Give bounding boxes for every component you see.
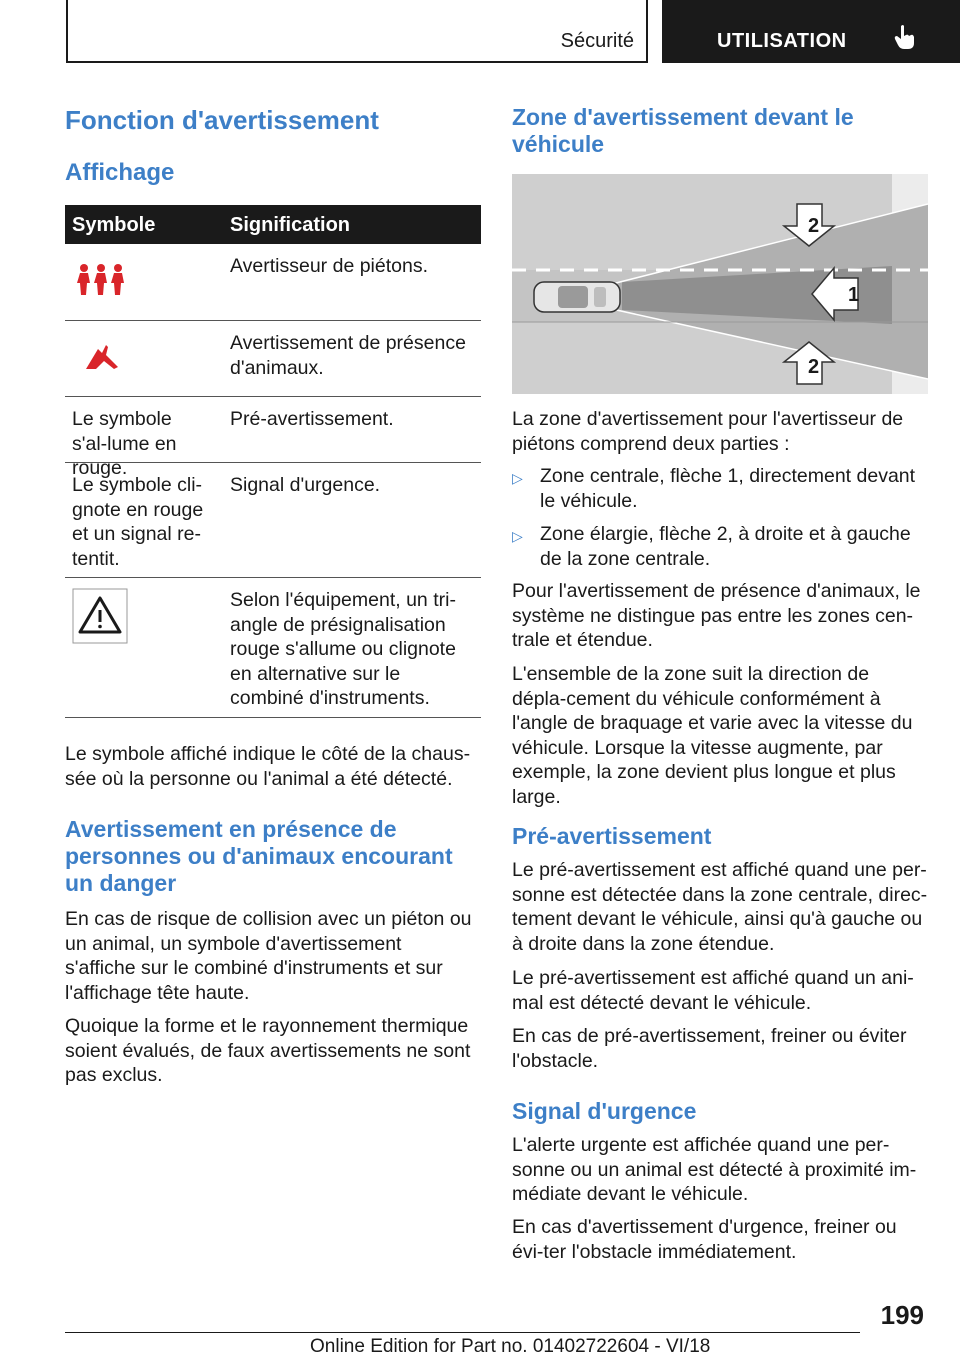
table-row (65, 463, 481, 578)
page-title: Fonction d'avertissement (65, 105, 379, 135)
table-cell-meaning: Avertissement de présence d'animaux. (230, 332, 466, 379)
paragraph: En cas de pré-avertissement, freiner ou éviter l'obstacle. (512, 1025, 907, 1072)
section-heading-display: Affichage (65, 159, 175, 186)
hand-pointer-icon (894, 24, 916, 50)
table-cell-symbol: Le symbole s'al-lume en rouge. (72, 408, 177, 479)
paragraph: La zone d'avertissement pour l'avertisseur de piétons comprend deux parties : (512, 408, 904, 455)
header-meaning: Signification (230, 214, 350, 236)
illus-label-1: 1 (848, 284, 860, 306)
symbol-table (65, 205, 481, 718)
paragraph: L'alerte urgente est affichée quand une per-sonne ou un animal est détecté à proximité im-médiate devant le véhicule. (512, 1134, 917, 1205)
illus-label-2-top: 2 (808, 215, 820, 237)
chapter-tab-label: UTILISATION (717, 30, 847, 52)
bullet-triangle-icon: ▷ (512, 470, 523, 486)
paragraph: Quoique la forme et le rayonnement thermique soient évalués, de faux avertissements ne sont pas exclus. (65, 1015, 471, 1086)
paragraph: L'ensemble de la zone suit la direction de dépla-cement du véhicule conformément à l'angle de braquage et varie avec la vitesse du véhicule. Lorsque la vitesse augmente, par exemple, la zone devient plus longue et plus large. (512, 663, 913, 808)
section-tab (66, 0, 648, 63)
table-row (65, 321, 481, 397)
table-row (65, 244, 481, 321)
list-item-text: Zone centrale, flèche 1, directement devant le véhicule. (540, 465, 916, 512)
list-item (512, 522, 932, 572)
warning-triangle-icon (72, 588, 212, 651)
footer-edition: Online Edition for Part no. 01402722604 - VI/18 (310, 1336, 711, 1357)
car-icon (534, 282, 620, 312)
table-cell-meaning: Avertisseur de piétons. (230, 255, 428, 277)
page-number: 199 (880, 1300, 924, 1330)
paragraph: En cas de risque de collision avec un piéton ou un animal, un symbole d'avertissement s'affiche sur le combiné d'instruments et sur l'affichage tête haute. (65, 908, 472, 1004)
list-item (512, 464, 932, 514)
animal-warning-icon (72, 331, 212, 384)
danger-heading: Avertissement en présence de personnes ou d'animaux encourant un danger (65, 816, 453, 896)
header-symbol: Symbole (72, 214, 156, 236)
zone-heading: Zone d'avertissement devant le véhicule (512, 104, 854, 157)
table-cell-meaning: Selon l'équipement, un tri-angle de présignalisation rouge s'allume ou clignote en alternative sur le combiné d'instruments. (230, 589, 456, 709)
table-cell-symbol: Le symbole cli-gnote en rouge et un signal re-tentit. (72, 474, 204, 570)
chapter-tab (662, 0, 960, 63)
paragraph: Pour l'avertissement de présence d'animaux, le système ne distingue pas entre les zones cen-trale et étendue. (512, 580, 921, 651)
warning-zone-illustration (512, 174, 928, 394)
pedestrian-warning-icon (72, 254, 212, 307)
section-tab-label: Sécurité (560, 30, 634, 52)
footer-divider (65, 1332, 860, 1333)
pre-warning-heading: Pré-avertissement (512, 823, 712, 849)
paragraph: En cas d'avertissement d'urgence, freiner ou évi-ter l'obstacle immédiatement. (512, 1216, 897, 1263)
paragraph: Le symbole affiché indique le côté de la chaus-sée où la personne ou l'animal a été détecté. (65, 743, 471, 790)
urgency-heading: Signal d'urgence (512, 1098, 697, 1124)
table-row (65, 397, 481, 479)
illus-label-2-bottom: 2 (808, 356, 820, 378)
table-header (65, 205, 481, 244)
paragraph: Le pré-avertissement est affiché quand une per-sonne est détectée dans la zone centrale, direc-tement devant le véhicule, ainsi qu'à gauche ou à droite dans la zone étendue. (512, 859, 928, 955)
table-row (65, 578, 481, 718)
table-cell-meaning: Pré-avertissement. (230, 408, 394, 430)
table-cell-meaning: Signal d'urgence. (230, 474, 381, 496)
bullet-triangle-icon: ▷ (512, 528, 523, 544)
list-item-text: Zone élargie, flèche 2, à droite et à gauche de la zone centrale. (540, 523, 911, 570)
paragraph: Le pré-avertissement est affiché quand un ani-mal est détecté devant le véhicule. (512, 967, 914, 1014)
